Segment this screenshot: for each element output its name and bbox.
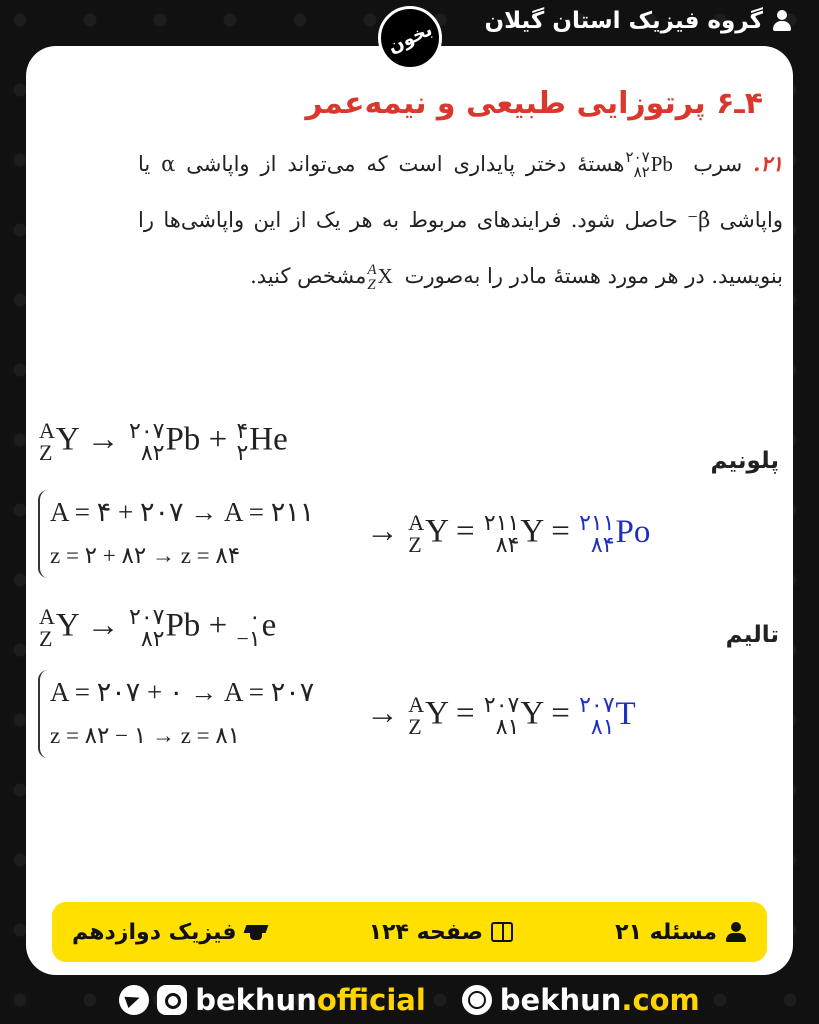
problem-statement (138, 136, 783, 304)
tl-res-z: Z (408, 714, 422, 739)
footer-problem-label: مسئله ۲۱ (615, 919, 717, 945)
po-pb-numbers (129, 420, 164, 464)
po-parent-numbers (39, 420, 55, 464)
tl-pb-symbol: Pb (165, 607, 201, 644)
book-icon (491, 922, 513, 942)
thallium-equation (38, 606, 276, 650)
tl-res-values (484, 694, 519, 738)
logo (378, 6, 442, 70)
footer-info-bar (52, 902, 767, 962)
po-he-mass: ۴ (236, 418, 249, 443)
tl-res-arrow: → (366, 695, 399, 732)
site-prefix: bekhun (499, 983, 622, 1017)
tl-final-z: ۸۱ (590, 714, 615, 739)
thallium-system (38, 670, 314, 758)
po-he-numbers (236, 420, 248, 464)
tl-pb-mass: ۲۰۷ (129, 604, 165, 629)
site-text (500, 983, 700, 1017)
tl-e-symbol: e (261, 607, 277, 644)
po-res-equals-2: = (551, 513, 570, 550)
bottom-social-bar (0, 978, 819, 1022)
instagram-icon[interactable] (157, 985, 187, 1015)
tl-parent-numbers (39, 606, 55, 650)
polonium-result (366, 512, 650, 556)
content-card (26, 46, 793, 975)
footer-problem (615, 920, 747, 945)
po-final-numbers (579, 512, 614, 556)
po-res-a: A (408, 510, 425, 535)
parent-form (366, 262, 398, 294)
po-res-arrow: → (366, 513, 399, 550)
form-z: Z (367, 277, 376, 294)
lead-symbol: Pb (650, 152, 673, 176)
po-final-mass: ۲۱۱ (579, 510, 615, 535)
footer-book-label: فیزیک دوازدهم (72, 919, 237, 945)
tl-line-a: A = ۲۰۷ + ۰ → A = ۲۰۷ (50, 677, 315, 707)
globe-icon (462, 985, 492, 1015)
lead-z: ۸۲ (633, 165, 650, 182)
po-plus: + (208, 421, 228, 458)
tl-parent-symbol: Y (55, 607, 79, 644)
form-x: X (377, 264, 393, 288)
lead-numbers (626, 151, 650, 181)
problem-text-2: هستهٔ دختر پایداری است که می‌تواند از واپاشی α یا واپاشی β⁻ حاصل شود. فرایندهای مربوط به هر یک از این واپاشی‌ها را بنویسید. در هر مورد هستهٔ مادر را به‌صورت (138, 152, 783, 288)
tl-pb-numbers (129, 606, 164, 650)
lead-nuclide (625, 150, 683, 182)
po-pb-z: ۸۲ (140, 440, 165, 465)
polonium-equation (38, 420, 288, 464)
po-parent-symbol: Y (55, 421, 79, 458)
tl-res-equals-2: = (551, 695, 570, 732)
tl-parent-a: A (39, 604, 55, 629)
po-final (578, 510, 651, 557)
tl-res-symbol-2: Y (520, 695, 543, 732)
problem-number: ۲۱. (753, 151, 783, 176)
po-res-num: ۸۴ (495, 532, 520, 557)
tl-arrow: → (86, 607, 120, 644)
tl-res-a: A (408, 692, 425, 717)
tl-plus: + (208, 607, 228, 644)
tl-res-num: ۸۱ (495, 714, 520, 739)
po-res-values (484, 512, 519, 556)
header-title: گروه فیزیک استان گیلان (484, 8, 763, 34)
po-he-symbol: He (249, 421, 288, 458)
telegram-icon[interactable] (119, 985, 149, 1015)
handle-prefix: bekhun (195, 983, 317, 1017)
tl-res-equals: = (456, 695, 475, 732)
po-parent-a: A (39, 418, 55, 443)
form-a: A (367, 262, 377, 279)
tl-final-symbol: T (615, 695, 636, 732)
thallium-label: تالیم (725, 622, 779, 648)
thallium-result (366, 694, 636, 738)
tl-line-z: z = ۸۲ − ۱ → z = ۸۱ (50, 723, 241, 748)
handle-suffix: official (316, 983, 426, 1017)
po-res-equals: = (456, 513, 475, 550)
po-he-z: ۲ (236, 440, 249, 465)
handle-text (195, 983, 426, 1017)
po-parent-z: Z (39, 440, 53, 465)
footer-page-label: صفحه ۱۲۴ (368, 919, 483, 945)
tl-pb-z: ۸۲ (140, 626, 165, 651)
problem-text-3: مشخص کنید. (250, 264, 367, 288)
tl-final-numbers (579, 694, 614, 738)
po-line-a: A = ۴ + ۲۰۷ → A = ۲۱۱ (50, 497, 315, 527)
po-res-z: Z (408, 532, 422, 557)
header (484, 8, 793, 34)
tl-res-symbol: Y (425, 695, 448, 732)
po-line-z: z = ۲ + ۸۲ → z = ۸۴ (50, 543, 241, 568)
po-res-symbol-2: Y (520, 513, 543, 550)
student-icon (725, 922, 747, 942)
po-res-symbol: Y (425, 513, 448, 550)
footer-page (369, 920, 513, 945)
website-link[interactable] (462, 983, 700, 1017)
logo-text: بخون (384, 18, 436, 58)
po-final-symbol: Po (615, 513, 651, 550)
tl-parent-z: Z (39, 626, 53, 651)
po-pb-symbol: Pb (165, 421, 201, 458)
tl-res-numbers (408, 694, 424, 738)
tl-e-numbers (236, 606, 260, 650)
po-arrow: → (86, 421, 120, 458)
polonium-label: پلونیم (710, 448, 779, 474)
tl-res-mass: ۲۰۷ (483, 692, 520, 717)
problem-text-1: سرب (693, 152, 743, 176)
lead-mass: ۲۰۷ (625, 150, 650, 167)
po-final-z: ۸۴ (590, 532, 615, 557)
tl-final (578, 692, 636, 739)
tl-final-mass: ۲۰۷ (579, 692, 615, 717)
tl-e-mass: ۰ (248, 604, 261, 629)
tl-e-z: −۱ (236, 626, 261, 651)
po-res-numbers (408, 512, 424, 556)
social-handle[interactable] (119, 983, 426, 1017)
parent-form-numbers (367, 263, 376, 293)
section-title: ۴ـ۶ پرتوزایی طبیعی و نیمه‌عمر (305, 86, 763, 121)
footer-book (72, 920, 266, 945)
graduation-cap-icon (245, 922, 267, 942)
user-icon (771, 10, 793, 32)
po-pb-mass: ۲۰۷ (129, 418, 165, 443)
polonium-system (38, 490, 314, 578)
site-suffix: .com (621, 983, 700, 1017)
po-res-mass: ۲۱۱ (483, 510, 520, 535)
